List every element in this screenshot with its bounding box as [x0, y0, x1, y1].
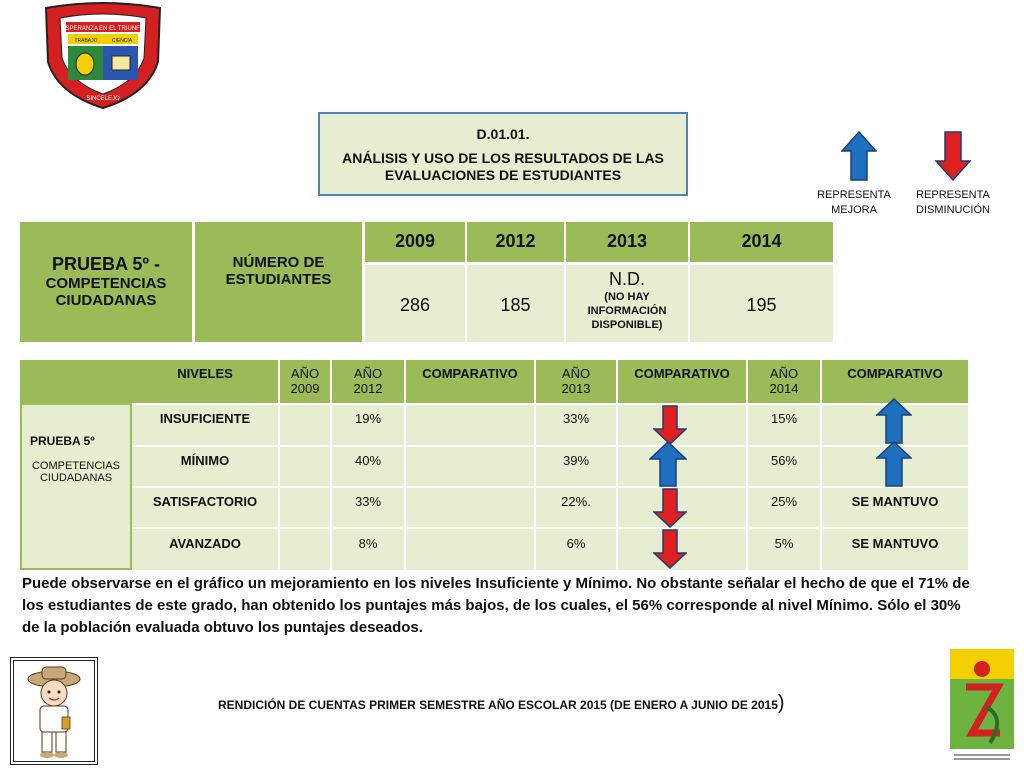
down-arrow-icon [653, 488, 687, 528]
up-arrow-icon [876, 398, 912, 444]
level-avanzado: AVANZADO [169, 536, 241, 551]
institution-emblem-logo [946, 647, 1018, 763]
up-arrow-icon [649, 441, 687, 487]
students-2014-value: 195 [690, 265, 833, 342]
header-comparison-2014: COMPARATIVO [634, 366, 730, 381]
column-divider [616, 360, 618, 570]
student-count-label-2: ESTUDIANTES [225, 271, 332, 288]
legend-up-line-1: REPRESENTA [817, 189, 891, 201]
satisfactorio-2012: 33% [354, 494, 382, 509]
down-arrow-legend-icon [935, 131, 971, 181]
header-comparison-2013: COMPARATIVO [422, 366, 518, 381]
header-year-2012 [332, 366, 404, 396]
header-2012-line-2: 2012 [353, 381, 383, 396]
crest-science: CIENCIA [111, 38, 133, 44]
footer-text: RENDICIÓN DE CUENTAS PRIMER SEMESTRE AÑO ESCOLAR 2015 (DE ENERO A JUNIO DE 2015 [218, 698, 778, 712]
satisfactorio-2013: 22%. [561, 494, 591, 509]
insuficiente-2012: 19% [354, 411, 382, 426]
avanzado-comparison-note: SE MANTUVO [851, 536, 939, 551]
not-available-value: N.D. [609, 269, 645, 289]
crest-city: SINCELEJO [86, 96, 120, 102]
minimo-2012: 40% [354, 453, 382, 468]
header-year-2013 [536, 366, 616, 396]
row-divider [132, 486, 968, 488]
student-count-label-cell [195, 222, 362, 342]
legend-improvement-label [809, 188, 899, 218]
minimo-2013: 39% [562, 453, 590, 468]
legend-down-line-2: DISMINUCIÓN [916, 204, 990, 216]
header-year-2009 [280, 366, 330, 396]
down-arrow-icon [653, 529, 687, 569]
legend-up-line-2: MEJORA [831, 204, 877, 216]
satisfactorio-2014: 25% [770, 494, 798, 509]
column-divider [404, 360, 406, 570]
avanzado-2013: 6% [566, 536, 586, 551]
header-comparison-2014b: COMPARATIVO [847, 366, 943, 381]
school-crest-logo [38, 2, 168, 110]
side-label-line-2: COMPETENCIAS [31, 460, 120, 472]
legend-decrease-label [908, 188, 998, 218]
students-2009-value: 286 [365, 265, 465, 342]
header-2012-line-1: AÑO [353, 366, 383, 381]
document-code: D.01.01. [476, 126, 530, 142]
row-divider [132, 403, 968, 405]
side-label-line-3: CIUDADANAS [39, 472, 113, 484]
document-title: ANÁLISIS Y USO DE LOS RESULTADOS DE LAS EVALUACIONES DE ESTUDIANTES [342, 150, 664, 183]
document-title-box [318, 112, 688, 196]
nd-note-line-3: DISPONIBLE) [591, 319, 663, 331]
student-mascot-icon [14, 661, 94, 761]
level-insuficiente: INSUFICIENTE [159, 411, 251, 426]
up-arrow-icon [876, 441, 912, 487]
test-name-cell [20, 222, 192, 342]
year-header-2013: 2013 [566, 222, 688, 262]
year-header-2009: 2009 [365, 222, 465, 262]
insuficiente-2013: 33% [562, 411, 590, 426]
row-divider [132, 527, 968, 529]
header-2013-line-1: AÑO [561, 366, 591, 381]
level-satisfactorio: SATISFACTORIO [152, 494, 258, 509]
header-2009-line-2: 2009 [290, 381, 320, 396]
year-header-2014: 2014 [690, 222, 833, 262]
header-2009-line-1: AÑO [290, 366, 320, 381]
insuficiente-2014: 15% [770, 411, 798, 426]
analysis-paragraph: Puede observarse en el gráfico un mejoramiento en los niveles Insuficiente y Mínimo. No obstante señalar el hecho de que el 71% de los estudiantes de este grado, han obtenido los puntajes más bajos, de los cuales, el 56% corresponde al nivel Mínimo. Sólo el 30% de la población evaluada obtuvo los puntajes deseados. [22, 575, 970, 636]
header-year-2014 [748, 366, 820, 396]
nd-note-line-1: (NO HAY [604, 291, 650, 303]
students-2012-value: 185 [467, 265, 564, 342]
year-header-2012: 2012 [467, 222, 564, 262]
nd-note-line-2: INFORMACIÓN [587, 305, 667, 317]
levels-side-label [22, 405, 130, 568]
header-levels: NIVELES [177, 366, 233, 381]
header-2014-line-1: AÑO [769, 366, 799, 381]
column-divider [278, 360, 280, 570]
crest-motto: ESPERANZA EN EL TRIUNFO [61, 26, 145, 32]
test-subtitle-line-1: COMPETENCIAS [45, 275, 167, 292]
crest-work: TRABAJO [74, 38, 98, 44]
up-arrow-legend-icon [841, 131, 877, 181]
mascot-frame [10, 657, 98, 765]
minimo-2014: 56% [770, 453, 798, 468]
side-label-line-1: PRUEBA 5º [30, 434, 95, 448]
level-minimo: MÍNIMO [180, 453, 230, 468]
satisfactorio-comparison-note: SE MANTUVO [851, 494, 939, 509]
header-2014-line-2: 2014 [769, 381, 799, 396]
avanzado-2012: 8% [358, 536, 378, 551]
header-2013-line-2: 2013 [561, 381, 591, 396]
avanzado-2014: 5% [774, 536, 794, 551]
down-arrow-icon [653, 405, 687, 445]
students-2013-value [566, 265, 688, 342]
footer-caption [218, 692, 785, 715]
footer-closing-paren: ) [777, 692, 785, 714]
test-subtitle-line-2: CIUDADANAS [55, 292, 157, 309]
student-count-label-1: NÚMERO DE [232, 254, 325, 271]
row-divider [132, 445, 968, 447]
test-title: PRUEBA 5º - [52, 254, 160, 274]
legend-down-line-1: REPRESENTA [916, 189, 990, 201]
